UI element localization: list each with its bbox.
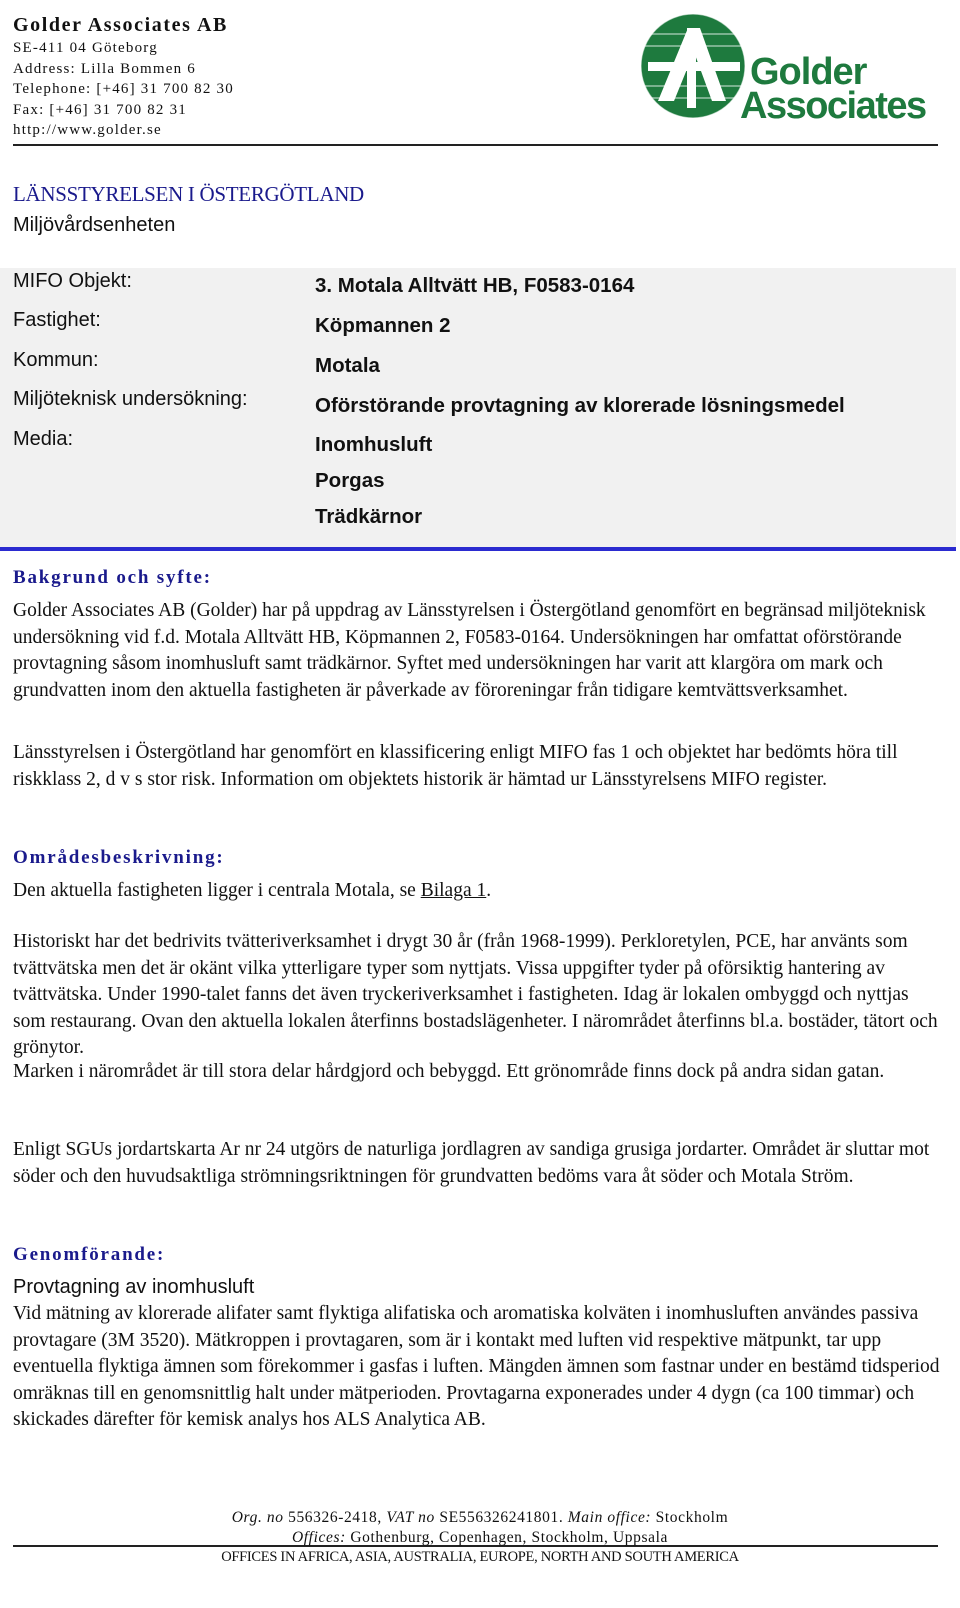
property-label: Fastighet: [13, 309, 101, 331]
object-info-box [0, 268, 956, 551]
footer-global-offices: OFFICES IN AFRICA, ASIA, AUSTRALIA, EUROPE, NORTH AND SOUTH AMERICA [221, 1549, 739, 1565]
logo-text-associates: Associates [740, 85, 926, 126]
company-fax: Fax: [+46] 31 700 82 31 [13, 101, 187, 118]
investigation-label: Miljöteknisk undersökning: [13, 388, 248, 410]
footer-registration: Org. no 556326-2418, VAT no SE556326241801. Main office: Stockholm [231, 1509, 729, 1526]
media-value: Trädkärnor [315, 505, 423, 528]
municipality-value: Motala [315, 354, 380, 377]
logo-text-golder: Golder [750, 51, 867, 93]
indoor-air-subheading: Provtagning av inomhusluft [13, 1276, 255, 1298]
background-paragraph: Länsstyrelsen i Östergötland har genomfört en klassificering enligt MIFO fas 1 och objektet har bedömts höra till riskklass 2, d v s stor risk. Information om objektets historik är hämtad ur Länsstyrelsens MIFO register. [13, 742, 898, 790]
background-heading: Bakgrund och syfte: [13, 567, 212, 588]
header-divider [13, 144, 938, 146]
authority-unit: Miljövårdsenheten [13, 214, 176, 236]
object-value: 3. Motala Alltvätt HB, F0583-0164 [315, 274, 635, 297]
media-value: Inomhusluft [315, 433, 433, 456]
company-name: Golder Associates AB [13, 14, 228, 36]
area-paragraph: Den aktuella fastigheten ligger i centrala Motala, se Bilaga 1. [13, 880, 492, 901]
company-website-link[interactable]: http://www.golder.se [13, 122, 162, 138]
property-value: Köpmannen 2 [315, 314, 451, 337]
media-value: Porgas [315, 469, 385, 492]
company-address: Address: Lilla Bommen 6 [13, 60, 196, 77]
municipality-label: Kommun: [13, 349, 99, 371]
company-address-block [13, 12, 234, 141]
company-postal: SE-411 04 Göteborg [13, 40, 158, 56]
investigation-value: Oförstörande provtagning av klorerade lösningsmedel [315, 394, 845, 417]
authority-block [13, 180, 364, 240]
execution-heading: Genomförande: [13, 1244, 166, 1265]
area-paragraph: Enligt SGUs jordartskarta Ar nr 24 utgörs de naturliga jordlagren av sandiga grusiga jordarter. Området är sluttar mot söder och den huvudsaktliga strömningsriktningen för grundvatten bedöms vara åt söder och Motala Ström. [13, 1139, 930, 1187]
golder-logo [638, 6, 948, 126]
appendix-1-link[interactable]: Bilaga 1 [420, 880, 487, 901]
footer-offices: Offices: Gothenburg, Copenhagen, Stockholm, Uppsala [291, 1529, 668, 1546]
authority-name: LÄNSSTYRELSEN I ÖSTERGÖTLAND [13, 182, 364, 206]
area-paragraph: Historiskt har det bedrivits tvätteriverksamhet i drygt 30 år (från 1968-1999). Perkloretylen, PCE, har använts som tvättvätska men det är okänt vilka ytterligare typer som nyttjats. Vissa uppgifter tyder på oförsiktig hantering av tvättvätska. Under 1990-talet fanns det även tryckeriverksamhet i fastigheten. Idag är lokalen ombyggd och nyttjas som restaurang. Ovan den aktuella lokalen återfinns bostadslägenheter. I närområdet återfinns bl.a. bostäder, tätort och grönytor. [13, 931, 938, 1058]
execution-paragraph: Vid mätning av klorerade alifater samt flyktiga alifatiska och aromatiska kolväten i inomhusluften användes passiva provtagare (3M 3520). Mätkroppen i provtagaren, som är i kontakt med luften vid respektive mätpunkt, tar upp eventuella flyktiga ämnen som förekommer i gasfas i luften. Mängden ämnen som fastnar under en bestämd tidsperiod omräknas till en genomsnittlig halt under mätperioden. Provtagarna exponerades under 4 dygn (ca 100 timmar) och skickades därefter för kemisk analys hos ALS Analytica AB. [13, 1303, 940, 1430]
globe-icon [641, 14, 745, 118]
object-label: MIFO Objekt: [13, 270, 132, 292]
area-paragraph: Marken i närområdet är till stora delar hårdgjord och bebyggd. Ett grönområde finns dock på andra sidan gatan. [13, 1061, 885, 1082]
media-label: Media: [13, 428, 74, 450]
area-heading: Områdesbeskrivning: [13, 847, 225, 868]
company-telephone: Telephone: [+46] 31 700 82 30 [13, 81, 234, 97]
background-paragraph: Golder Associates AB (Golder) har på uppdrag av Länsstyrelsen i Östergötland genomfört en begränsad miljöteknisk undersökning vid f.d. Motala Alltvätt HB, Köpmannen 2, F0583-0164. Undersökningen har omfattat oförstörande provtagning såsom inomhusluft samt trädkärnor. Syftet med undersökningen har varit att klargöra om mark och grundvatten inom den aktuella fastigheten är påverkade av föroreningar från tidigare kemtvättsverksamhet. [13, 600, 926, 701]
